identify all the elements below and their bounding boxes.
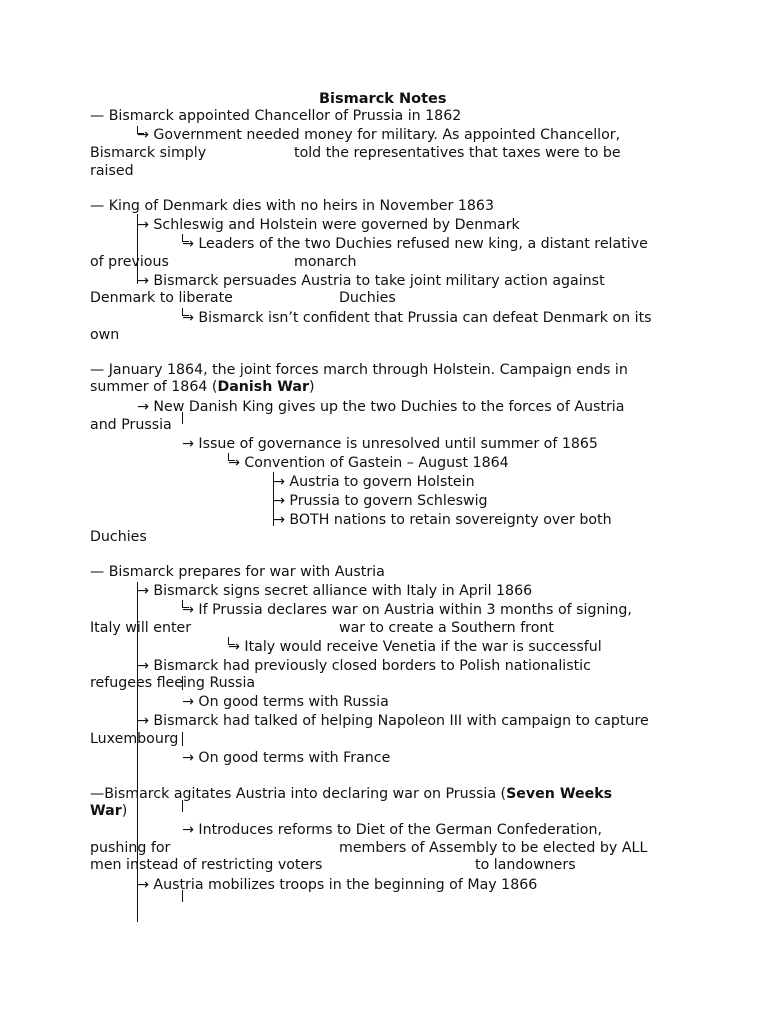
note-text: —Bismarck agitates Austria into declaring war on Prussia ( bbox=[90, 786, 507, 802]
section-heading: — Bismarck appointed Chancellor of Prussia in 1862 bbox=[90, 108, 462, 124]
note-line: → BOTH nations to retain sovereignty over both bbox=[273, 512, 612, 528]
note-line: pushing for bbox=[90, 840, 171, 856]
note-line: war to create a Southern front bbox=[339, 620, 554, 636]
note-line: → Government needed money for military. As appointed Chancellor, bbox=[137, 127, 621, 143]
section-heading: — King of Denmark dies with no heirs in November 1863 bbox=[90, 198, 494, 214]
emphasis-war: War bbox=[90, 803, 122, 819]
note-line: → Convention of Gastein – August 1864 bbox=[228, 455, 509, 471]
note-line: → Prussia to govern Schleswig bbox=[273, 493, 488, 509]
note-text: ) bbox=[121, 803, 128, 819]
note-line: → Introduces reforms to Diet of the German Confederation, bbox=[182, 822, 602, 838]
emphasis-danish-war: Danish War bbox=[217, 379, 309, 395]
section-heading bbox=[90, 785, 612, 803]
note-line: → Bismarck had previously closed borders to Polish nationalistic bbox=[137, 658, 591, 674]
note-line: → Italy would receive Venetia if the war is successful bbox=[228, 639, 602, 655]
note-line bbox=[90, 378, 315, 396]
note-text: summer of 1864 ( bbox=[90, 379, 218, 395]
note-line: → New Danish King gives up the two Duchies to the forces of Austria bbox=[137, 399, 625, 415]
note-line: → If Prussia declares war on Austria within 3 months of signing, bbox=[182, 602, 632, 618]
note-line: Duchies bbox=[339, 290, 396, 306]
note-line: → Austria mobilizes troops in the beginning of May 1866 bbox=[137, 877, 538, 893]
connector-line bbox=[182, 732, 183, 746]
note-line: → Schleswig and Holstein were governed by Denmark bbox=[137, 217, 520, 233]
note-line: told the representatives that taxes were to be bbox=[294, 145, 621, 161]
section-heading: — Bismarck prepares for war with Austria bbox=[90, 564, 385, 580]
note-line: monarch bbox=[294, 254, 357, 270]
note-line: to landowners bbox=[475, 857, 576, 873]
note-line: of previous bbox=[90, 254, 169, 270]
note-line: → Issue of governance is unresolved until summer of 1865 bbox=[182, 436, 598, 452]
note-line: Bismarck simply bbox=[90, 145, 207, 161]
note-line: → Bismarck had talked of helping Napoleon III with campaign to capture bbox=[137, 713, 649, 729]
note-line: Luxembourg bbox=[90, 731, 179, 747]
note-line: men instead of restricting voters bbox=[90, 857, 323, 873]
section-heading: — January 1864, the joint forces march through Holstein. Campaign ends in bbox=[90, 362, 628, 378]
note-line: refugees fleeing Russia bbox=[90, 675, 256, 691]
note-line: → Bismarck isn’t confident that Prussia can defeat Denmark on its bbox=[182, 310, 652, 326]
note-line: → Austria to govern Holstein bbox=[273, 474, 475, 490]
note-line: and Prussia bbox=[90, 417, 172, 433]
note-line: → On good terms with France bbox=[182, 750, 391, 766]
note-line bbox=[90, 802, 127, 820]
note-line: Italy will enter bbox=[90, 620, 192, 636]
note-text: ) bbox=[308, 379, 315, 395]
emphasis-seven-weeks: Seven Weeks bbox=[506, 786, 613, 802]
note-line: → Bismarck persuades Austria to take joint military action against bbox=[137, 273, 605, 289]
note-line: → On good terms with Russia bbox=[182, 694, 389, 710]
note-line: Denmark to liberate bbox=[90, 290, 233, 306]
note-line: raised bbox=[90, 163, 134, 179]
note-line: own bbox=[90, 327, 120, 343]
note-line: members of Assembly to be elected by ALL bbox=[339, 840, 648, 856]
note-line: → Leaders of the two Duchies refused new king, a distant relative bbox=[182, 236, 648, 252]
page-title: Bismarck Notes bbox=[319, 91, 447, 107]
note-line: Duchies bbox=[90, 529, 147, 545]
note-line: → Bismarck signs secret alliance with Italy in April 1866 bbox=[137, 583, 533, 599]
